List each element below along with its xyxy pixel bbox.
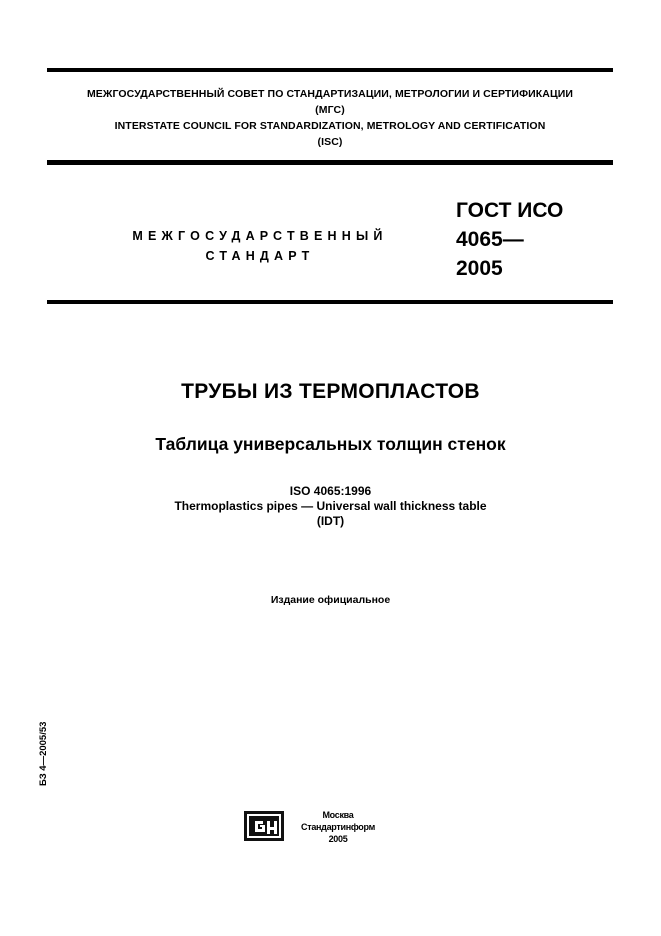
council-abbr-ru: (МГС) xyxy=(315,104,345,116)
publisher-year: 2005 xyxy=(328,834,348,844)
council-name-ru: МЕЖГОСУДАРСТВЕННЫЙ СОВЕТ ПО СТАНДАРТИЗАЦИИ, МЕТРОЛОГИИ И СЕРТИФИКАЦИИ xyxy=(86,88,574,100)
designation-line1: ГОСТ ИСО xyxy=(456,199,564,222)
iso-reference xyxy=(0,484,661,529)
middle-rule xyxy=(47,160,613,165)
council-abbr-en: (ISC) xyxy=(317,136,343,148)
edition-label: Издание официальное xyxy=(270,594,391,606)
iso-degree: (IDT) xyxy=(316,514,345,528)
document-title: ТРУБЫ ИЗ ТЕРМОПЛАСТОВ xyxy=(181,380,480,403)
side-code: БЗ 4—2005/53 xyxy=(38,721,49,786)
top-rule xyxy=(47,68,613,72)
bottom-rule xyxy=(47,300,613,304)
publisher-name: Стандартинформ xyxy=(301,822,375,832)
publisher-info xyxy=(290,809,386,845)
publisher-city: Москва xyxy=(322,810,354,820)
designation-line3: 2005 xyxy=(456,257,503,280)
iso-english-title: Thermoplastics pipes — Universal wall thickness table xyxy=(174,499,487,513)
standard-type-line1: МЕЖГОСУДАРСТВЕННЫЙ xyxy=(132,229,388,243)
council-header xyxy=(47,86,613,150)
document-subtitle: Таблица универсальных толщин стенок xyxy=(155,434,506,454)
standard-designation xyxy=(456,196,563,283)
iso-code: ISO 4065:1996 xyxy=(289,484,372,498)
standard-type xyxy=(110,226,410,266)
council-name-en: INTERSTATE COUNCIL FOR STANDARDIZATION, METROLOGY AND CERTIFICATION xyxy=(114,120,546,132)
standartinform-logo-icon xyxy=(243,810,285,842)
designation-line2: 4065— xyxy=(456,228,524,251)
standard-type-line2: СТАНДАРТ xyxy=(205,249,315,263)
